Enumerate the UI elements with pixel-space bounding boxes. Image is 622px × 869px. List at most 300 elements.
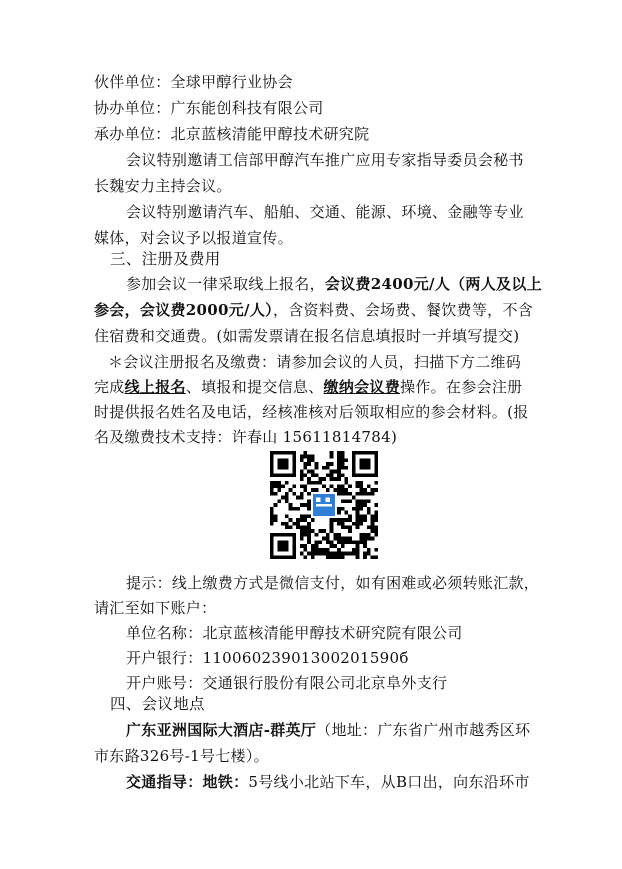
qr-module [356,548,360,552]
qr-module [330,525,334,529]
qr-module [296,522,300,526]
qr-module [277,485,281,489]
qr-module [359,540,363,544]
qr-module [307,470,311,474]
qr-module [315,466,319,470]
qr-module [348,485,352,489]
qr-module [307,533,311,537]
qr-module [300,552,304,556]
qr-module [341,492,345,496]
qr-module [315,481,319,485]
qr-module [281,485,285,489]
pay-fee-link[interactable]: 缴纳会议费 [323,378,401,396]
qr-module [359,503,363,507]
qr-module [300,514,304,518]
qr-module [367,485,371,489]
qr-module [300,533,304,537]
qr-module [330,462,334,466]
qr-module [356,514,360,518]
qr-module [341,451,345,455]
qr-module [307,525,311,529]
traffic-label: 交通指导：地铁： [126,773,249,791]
qr-module [371,537,375,541]
qr-module [300,544,304,548]
qr-module [326,488,330,492]
venue-name: 广东亚洲国际大酒店-群英厅 [126,721,317,739]
qr-module [289,518,293,522]
qr-logo-mark [325,498,329,502]
qr-module [311,544,315,548]
qr-module [359,499,363,503]
qr-module [344,552,348,556]
qr-module [304,455,308,459]
qr-module [344,499,348,503]
qr-module [285,514,289,518]
section-3-heading: 三、注册及费用 [110,250,221,268]
qr-module [341,525,345,529]
qr-module [300,477,304,481]
qr-module [307,507,311,511]
qr-module [300,518,304,522]
qr-module [337,492,341,496]
qr-module [341,540,345,544]
qr-module [356,507,360,511]
qr-module [289,525,293,529]
registration-line-1: ＊会议注册报名及缴费：请参加会议的人员，扫描下方二维码 [108,353,522,371]
qr-module [307,499,311,503]
qr-module [326,533,330,537]
qr-module [333,544,337,548]
qr-module [270,492,274,496]
qr-module [315,462,319,466]
qr-module [315,548,319,552]
qr-module [337,455,341,459]
qr-module [318,552,322,556]
qr-module [356,544,360,548]
qr-module [285,525,289,529]
qr-module [359,533,363,537]
qr-module [359,537,363,541]
qr-module [359,488,363,492]
traffic-line [126,772,530,792]
qr-module [337,458,341,462]
qr-module [304,503,308,507]
qr-module [344,481,348,485]
payment-tip-line-1: 提示：线上缴费方式是微信支付，如有困难或必须转账汇款， [126,574,540,592]
qr-module [285,522,289,526]
qr-module [270,522,274,526]
qr-module [356,555,360,559]
qr-module [311,488,315,492]
qr-module [344,518,348,522]
venue-line-2: 市东路326号-1号七楼）。 [94,747,269,765]
qr-module [352,496,356,500]
qr-module [374,511,378,515]
qr-module [359,507,363,511]
qr-module [367,507,371,511]
fee-line-3: 住宿费和交通费。(如需发票请在报名信息填报时一并填写提交) [94,327,520,345]
qr-module [371,514,375,518]
qr-module [318,477,322,481]
qr-module [348,499,352,503]
qr-finder-inner [277,540,288,551]
fee-amount-bold: 会议费2400元/人（两人及以上 [324,275,542,293]
wechat-qr-code-icon[interactable] [270,451,378,559]
qr-module [326,552,330,556]
qr-module [367,548,371,552]
qr-module [333,533,337,537]
qr-module [333,470,337,474]
qr-module [341,544,345,548]
qr-module [374,514,378,518]
qr-module [359,514,363,518]
fee-includes: ，含资料费、会场费、餐饮费等，不含 [272,301,534,319]
qr-module [337,548,341,552]
qr-module [337,462,341,466]
host-line-2: 长魏安力主持会议。 [94,177,232,195]
qr-module [367,511,371,515]
qr-module [333,488,337,492]
qr-module [330,518,334,522]
qr-module [270,511,274,515]
qr-module [318,529,322,533]
qr-finder-inner [277,458,288,469]
qr-module [270,485,274,489]
qr-module [322,485,326,489]
qr-module [337,522,341,526]
qr-module [292,492,296,496]
qr-module [304,485,308,489]
qr-module [348,552,352,556]
qr-module [344,537,348,541]
qr-module [337,485,341,489]
qr-module [348,518,352,522]
qr-module [341,473,345,477]
qr-module [374,555,378,559]
qr-module [374,533,378,537]
qr-module [300,458,304,462]
qr-module [277,481,281,485]
qr-logo-mark [316,498,320,502]
qr-module [348,537,352,541]
qr-module [311,470,315,474]
qr-module [344,540,348,544]
qr-module [352,540,356,544]
section-4-heading: 四、会议地点 [110,695,205,713]
qr-module [344,511,348,515]
media-line-1: 会议特别邀请汽车、船舶、交通、能源、环境、金融等专业 [126,203,524,221]
qr-module [341,499,345,503]
qr-module [363,518,367,522]
qr-module [274,518,278,522]
online-registration-link[interactable]: 线上报名 [124,378,186,396]
qr-module [337,537,341,541]
qr-module [330,485,334,489]
qr-module [326,462,330,466]
qr-logo-stripe [316,504,332,507]
fee-intro: 参加会议一律采取线上报名， [126,275,325,293]
qr-module [281,522,285,526]
qr-module [322,552,326,556]
qr-module [311,548,315,552]
qr-module [341,462,345,466]
qr-module [274,492,278,496]
qr-module [315,540,319,544]
qr-module [356,499,360,503]
qr-module [374,488,378,492]
co-organizer-line: 协办单位：广东能创科技有限公司 [94,99,324,117]
qr-module [311,555,315,559]
qr-module [341,455,345,459]
qr-module [322,548,326,552]
qr-module [326,540,330,544]
qr-module [363,555,367,559]
qr-module [341,466,345,470]
registration-line-4: 名及缴费技术支持：许春山 15611814784) [94,428,398,446]
qr-module [330,455,334,459]
qr-module [348,540,352,544]
qr-module [371,518,375,522]
qr-module [374,529,378,533]
host-line-1: 会议特别邀请工信部甲醇汽车推广应用专家指导委员会秘书 [126,151,524,169]
qr-module [318,481,322,485]
qr-module [300,503,304,507]
qr-module [367,533,371,537]
qr-module [307,477,311,481]
qr-module [304,514,308,518]
qr-module [307,481,311,485]
qr-module [270,488,274,492]
qr-module [307,514,311,518]
qr-module [296,525,300,529]
qr-module [337,451,341,455]
qr-module [289,503,293,507]
qr-module [307,462,311,466]
qr-module [359,481,363,485]
qr-module [352,552,356,556]
qr-module [337,470,341,474]
qr-module [322,537,326,541]
qr-module [344,492,348,496]
qr-module [356,540,360,544]
qr-module [337,466,341,470]
venue-line-1 [126,720,530,740]
qr-module [363,499,367,503]
qr-module [356,481,360,485]
qr-module [341,485,345,489]
qr-module [374,548,378,552]
qr-module [367,525,371,529]
qr-module [300,473,304,477]
qr-module [330,529,334,533]
qr-module [300,470,304,474]
qr-module [296,507,300,511]
qr-module [300,455,304,459]
qr-module [356,511,360,515]
qr-module [333,537,337,541]
qr-module [326,537,330,541]
qr-module [322,466,326,470]
qr-module [300,525,304,529]
qr-module [374,481,378,485]
qr-module [307,529,311,533]
qr-module [337,511,341,515]
traffic-details: 5号线小北站下车，从B口出，向东沿环市 [248,773,530,791]
account-unit-name: 单位名称：北京蓝核清能甲醇技术研究院有限公司 [126,624,463,642]
qr-module [341,537,345,541]
reg-text-3: 操作。在参会注册 [400,378,523,396]
qr-module [337,555,341,559]
qr-module [330,477,334,481]
qr-module [311,552,315,556]
qr-module [363,533,367,537]
qr-module [285,481,289,485]
qr-module [356,503,360,507]
registration-line-2 [94,377,522,397]
qr-module [304,518,308,522]
qr-module [356,522,360,526]
qr-module [341,507,345,511]
partner-line: 伙伴单位：全球甲醇行业协会 [94,73,293,91]
qr-module [337,540,341,544]
qr-module [311,481,315,485]
qr-module [330,555,334,559]
qr-module [352,522,356,526]
qr-module [367,537,371,541]
qr-module [333,552,337,556]
qr-module [359,522,363,526]
qr-module [359,492,363,496]
qr-module [311,518,315,522]
qr-module [304,529,308,533]
qr-module [270,507,274,511]
qr-module [307,552,311,556]
qr-module [326,473,330,477]
qr-module [300,496,304,500]
qr-module [304,544,308,548]
qr-module [374,518,378,522]
qr-module [289,488,293,492]
qr-module [363,540,367,544]
qr-module [356,525,360,529]
qr-module [356,485,360,489]
qr-module [300,492,304,496]
qr-module [356,492,360,496]
qr-module [367,492,371,496]
qr-module [289,507,293,511]
qr-module [307,455,311,459]
qr-module [322,477,326,481]
qr-module [277,488,281,492]
qr-module [281,496,285,500]
qr-module [292,522,296,526]
qr-module [363,503,367,507]
qr-module [344,525,348,529]
qr-module [304,451,308,455]
qr-module [363,537,367,541]
qr-module [337,488,341,492]
qr-module [304,462,308,466]
qr-module [352,507,356,511]
qr-finder-inner [359,458,370,469]
undertaker-line: 承办单位：北京蓝核清能甲醇技术研究院 [94,125,370,143]
qr-module [270,518,274,522]
qr-module [356,518,360,522]
qr-module [274,481,278,485]
qr-module [348,529,352,533]
qr-module [341,518,345,522]
qr-module [330,544,334,548]
qr-module [374,525,378,529]
qr-module [341,555,345,559]
qr-module [348,514,352,518]
qr-module [274,485,278,489]
qr-module [296,496,300,500]
qr-module [304,473,308,477]
fee-line-2 [94,300,533,320]
qr-module [318,548,322,552]
qr-module [285,496,289,500]
qr-module [292,485,296,489]
qr-module [371,529,375,533]
qr-module [315,488,319,492]
qr-module [315,544,319,548]
qr-module [337,518,341,522]
qr-module [371,555,375,559]
qr-module [341,488,345,492]
qr-module [344,466,348,470]
qr-module [307,458,311,462]
qr-module [352,548,356,552]
qr-module [270,514,274,518]
qr-module [285,492,289,496]
qr-module [292,507,296,511]
qr-module [270,481,274,485]
qr-module [363,544,367,548]
qr-module [274,514,278,518]
qr-module [330,470,334,474]
qr-module [363,492,367,496]
qr-module [367,499,371,503]
qr-module [371,525,375,529]
account-number: 开户账号：交通银行股份有限公司北京阜外支行 [126,674,448,692]
qr-module [371,492,375,496]
qr-module [304,533,308,537]
qr-module [363,488,367,492]
qr-module [326,555,330,559]
qr-module [318,540,322,544]
reg-text-2: 、填报和提交信息、 [185,378,324,396]
qr-module [341,522,345,526]
qr-module [337,552,341,556]
reg-text-1: 完成 [94,378,125,396]
qr-module [363,514,367,518]
qr-module [330,522,334,526]
qr-module [322,529,326,533]
qr-module [311,473,315,477]
qr-module [330,552,334,556]
qr-module [307,522,311,526]
qr-module [341,552,345,556]
qr-module [304,466,308,470]
qr-module [330,540,334,544]
qr-module [315,533,319,537]
qr-module [333,477,337,481]
fee-line-1 [126,274,542,294]
qr-module [348,492,352,496]
qr-module [337,507,341,511]
qr-module [304,488,308,492]
